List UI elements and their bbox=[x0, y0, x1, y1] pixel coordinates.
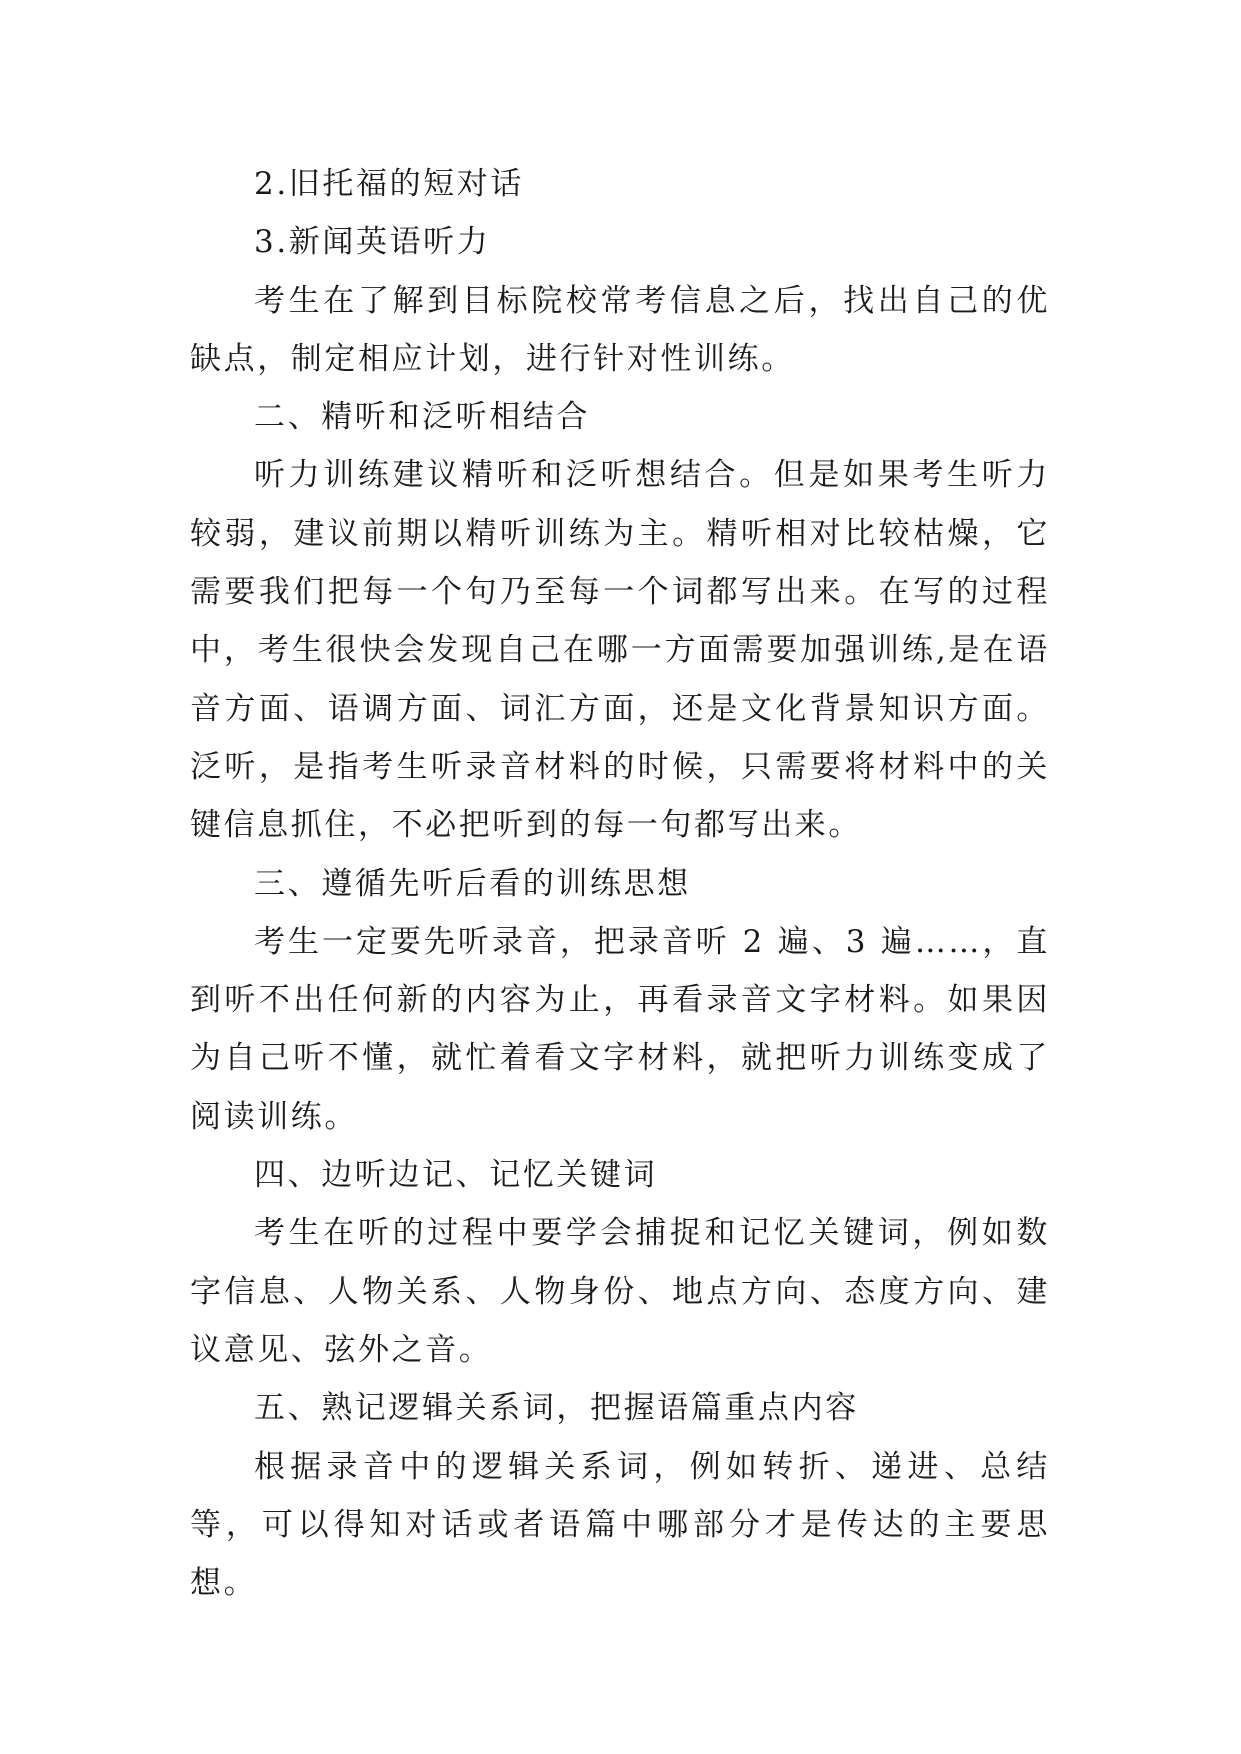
list-item-old-toefl: 2.旧托福的短对话 bbox=[254, 166, 524, 202]
body-paragraph: 根据录音中的逻辑关系词，例如转折、递进、总结等，可以得知对话或者语篇中哪部分才是传达的主要思想。 bbox=[190, 1448, 1050, 1602]
section-heading-5: 五、熟记逻辑关系词，把握语篇重点内容 bbox=[254, 1390, 859, 1427]
body-paragraph: 考生在了解到目标院校常考信息之后，找出自己的优缺点，制定相应计划，进行针对性训练。 bbox=[190, 282, 1050, 377]
document-body bbox=[190, 155, 1050, 1612]
section-heading-3: 三、遵循先听后看的训练思想 bbox=[254, 865, 691, 902]
body-paragraph: 考生在听的过程中要学会捕捉和记忆关键词，例如数字信息、人物关系、人物身份、地点方向、态度方向、建议意见、弦外之音。 bbox=[190, 1215, 1050, 1368]
body-paragraph: 考生一定要先听录音，把录音听 2 遍、3 遍……，直到听不出任何新的内容为止，再看录音文字材料。如果因为自己听不懂，就忙着看文字材料，就把听力训练变成了阅读训练。 bbox=[190, 923, 1050, 1135]
section-heading-2: 二、精听和泛听相结合 bbox=[254, 399, 590, 436]
list-item-news-english: 3.新闻英语听力 bbox=[254, 224, 491, 261]
section-heading-4: 四、边听边记、记忆关键词 bbox=[254, 1157, 658, 1194]
body-paragraph: 听力训练建议精听和泛听想结合。但是如果考生听力较弱，建议前期以精听训练为主。精听相对比较枯燥，它需要我们把每一个句乃至每一个词都写出来。在写的过程中，考生很快会发现自己在哪一方面需要加强训练,是在语音方面、语调方面、词汇方面，还是文化背景知识方面。泛听，是指考生听录音材料的时候，只需要将材料中的关键信息抓住，不必把听到的每一句都写出来。 bbox=[190, 457, 1050, 844]
